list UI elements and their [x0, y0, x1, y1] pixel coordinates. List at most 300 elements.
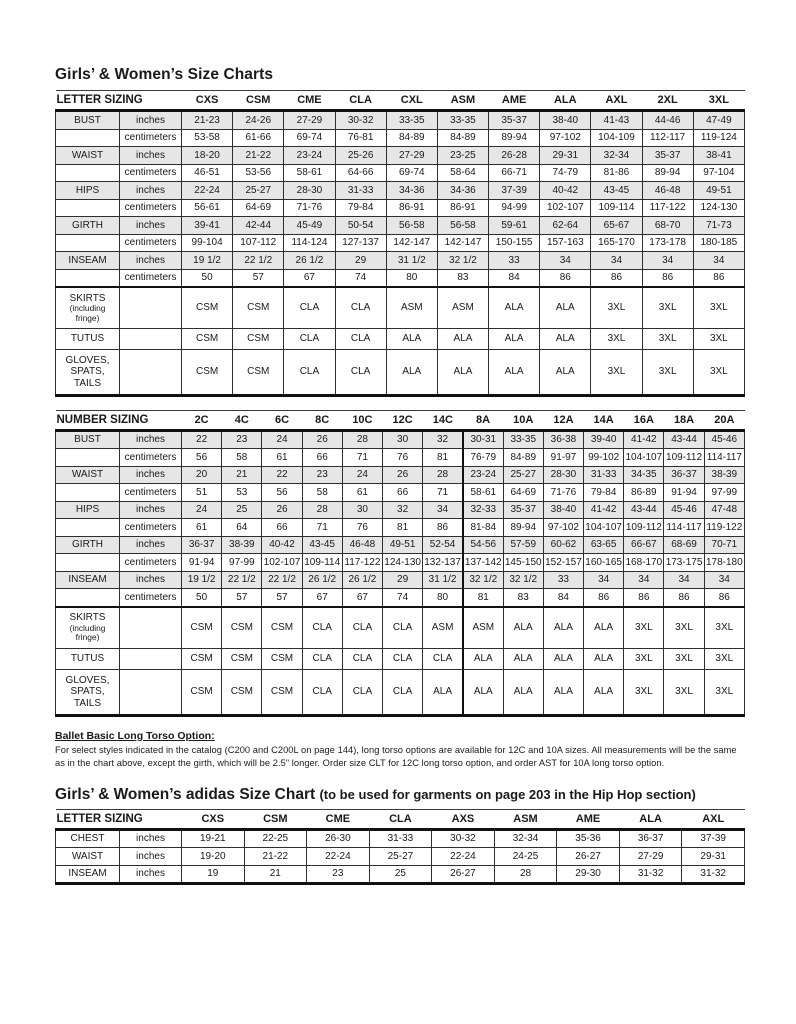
- measurement-row: [56, 554, 745, 572]
- size-cell: 66-67: [624, 536, 664, 554]
- garment-label-line2: (including fringe): [69, 303, 106, 323]
- size-cell: CSM: [233, 328, 284, 350]
- row-label: INSEAM: [56, 252, 120, 270]
- measurement-row: [56, 430, 745, 449]
- size-cell: ALA: [463, 670, 503, 716]
- size-cell: 31-33: [335, 182, 386, 200]
- size-cell: 21-23: [182, 111, 233, 130]
- size-cell: 76-79: [463, 449, 503, 467]
- garment-label: [56, 607, 120, 648]
- size-cell: 30-31: [463, 430, 503, 449]
- size-column-header: CXS: [182, 91, 233, 111]
- size-cell: 52-54: [423, 536, 463, 554]
- size-cell: 25: [222, 501, 262, 519]
- size-cell: 58-61: [463, 484, 503, 502]
- size-cell: ALA: [423, 670, 463, 716]
- size-cell: 18-20: [182, 147, 233, 165]
- size-cell: 119-122: [704, 519, 744, 537]
- size-cell: 36-37: [182, 536, 222, 554]
- size-cell: 124-130: [693, 199, 744, 217]
- size-cell: 33: [543, 571, 583, 589]
- size-cell: 31-33: [584, 466, 624, 484]
- size-cell: 33-35: [386, 111, 437, 130]
- size-cell: 64: [222, 519, 262, 537]
- garment-label-line1: SKIRTS: [69, 612, 106, 624]
- size-column-header: 12C: [383, 410, 423, 430]
- size-cell: 61: [342, 484, 382, 502]
- garment-label-line1: GLOVES, SPATS,: [65, 674, 110, 698]
- size-column-header: CME: [284, 91, 335, 111]
- size-cell: 22-24: [182, 182, 233, 200]
- size-cell: 33: [489, 252, 540, 270]
- measurement-row: [56, 164, 745, 182]
- table-corner-label: LETTER SIZING: [56, 91, 182, 111]
- size-cell: 86: [584, 589, 624, 607]
- size-cell: 76: [342, 519, 382, 537]
- size-cell: CLA: [302, 648, 342, 670]
- size-cell: 107-112: [233, 234, 284, 252]
- size-cell: ALA: [584, 648, 624, 670]
- adidas-chart-title-sub: (to be used for garments on page 203 in the Hip Hop section): [319, 786, 696, 802]
- size-cell: 37-39: [682, 829, 745, 848]
- size-column-header: CLA: [335, 91, 386, 111]
- unit-label: centimeters: [120, 269, 182, 287]
- size-cell: 178-180: [704, 554, 744, 572]
- size-cell: 84-89: [503, 449, 543, 467]
- size-cell: 50: [182, 589, 222, 607]
- size-column-header: ASM: [437, 91, 488, 111]
- size-cell: CSM: [182, 350, 233, 396]
- size-cell: 58: [222, 449, 262, 467]
- size-cell: 71-76: [543, 484, 583, 502]
- size-cell: 25-26: [335, 147, 386, 165]
- size-cell: 97-99: [704, 484, 744, 502]
- size-cell: CSM: [233, 350, 284, 396]
- size-cell: 84-89: [386, 129, 437, 147]
- size-cell: 34-36: [386, 182, 437, 200]
- unit-label: inches: [120, 466, 182, 484]
- measurement-row: [56, 829, 745, 848]
- size-column-header: 18A: [664, 410, 704, 430]
- size-cell: 34: [664, 571, 704, 589]
- size-cell: 3XL: [704, 648, 744, 670]
- size-cell: 23: [222, 430, 262, 449]
- measurement-row: [56, 501, 745, 519]
- row-label: INSEAM: [56, 571, 120, 589]
- garment-label-line2: TAILS: [73, 697, 102, 709]
- garment-label-line2: TAILS: [73, 377, 102, 389]
- garment-row: [56, 670, 745, 716]
- size-cell: 150-155: [489, 234, 540, 252]
- size-column-header: 8A: [463, 410, 503, 430]
- size-cell: 23-24: [463, 466, 503, 484]
- size-cell: 28: [342, 430, 382, 449]
- size-cell: 32: [383, 501, 423, 519]
- unit-label: inches: [120, 865, 182, 884]
- unit-label: inches: [120, 829, 182, 848]
- size-cell: 44-46: [642, 111, 693, 130]
- size-cell: ALA: [489, 350, 540, 396]
- garment-label: [56, 648, 120, 670]
- size-cell: 61: [182, 519, 222, 537]
- size-cell: 86-89: [624, 484, 664, 502]
- unit-label: centimeters: [120, 449, 182, 467]
- size-cell: 65-67: [591, 217, 642, 235]
- size-cell: 91-94: [664, 484, 704, 502]
- size-cell: 35-37: [642, 147, 693, 165]
- size-cell: 32: [423, 430, 463, 449]
- size-cell: 64-69: [503, 484, 543, 502]
- size-cell: 54-56: [463, 536, 503, 554]
- size-column-header: ALA: [619, 809, 682, 829]
- size-cell: 30: [383, 430, 423, 449]
- size-cell: 38-40: [543, 501, 583, 519]
- size-cell: 30: [342, 501, 382, 519]
- size-cell: 38-40: [540, 111, 591, 130]
- size-cell: ALA: [386, 350, 437, 396]
- size-column-header: ASM: [494, 809, 557, 829]
- size-cell: CSM: [222, 648, 262, 670]
- size-cell: 56-58: [437, 217, 488, 235]
- size-cell: CLA: [383, 648, 423, 670]
- row-label: INSEAM: [56, 865, 120, 884]
- size-cell: 38-39: [704, 466, 744, 484]
- unit-label: inches: [120, 252, 182, 270]
- row-label: WAIST: [56, 848, 120, 866]
- size-cell: 86: [693, 269, 744, 287]
- size-cell: 57: [262, 589, 302, 607]
- measurement-row: [56, 589, 745, 607]
- size-cell: 32-34: [494, 829, 557, 848]
- garment-row: [56, 607, 745, 648]
- size-cell: 43-44: [624, 501, 664, 519]
- size-cell: 79-84: [335, 199, 386, 217]
- garment-label: [56, 287, 120, 328]
- row-label: [56, 129, 120, 147]
- size-cell: 32 1/2: [437, 252, 488, 270]
- size-cell: 33-35: [503, 430, 543, 449]
- size-cell: 56-58: [386, 217, 437, 235]
- size-cell: 38-39: [222, 536, 262, 554]
- size-cell: 104-107: [584, 519, 624, 537]
- size-cell: 3XL: [624, 607, 664, 648]
- size-cell: CSM: [182, 328, 233, 350]
- size-cell: 33-35: [437, 111, 488, 130]
- garment-label-line1: TUTUS: [70, 333, 105, 345]
- size-cell: 34: [693, 252, 744, 270]
- size-cell: 119-124: [693, 129, 744, 147]
- size-cell: 46-48: [342, 536, 382, 554]
- size-cell: 45-46: [704, 430, 744, 449]
- size-cell: ALA: [540, 350, 591, 396]
- row-label: [56, 554, 120, 572]
- size-cell: 19 1/2: [182, 571, 222, 589]
- size-cell: 81-86: [591, 164, 642, 182]
- size-cell: CSM: [182, 670, 222, 716]
- size-cell: 19 1/2: [182, 252, 233, 270]
- size-cell: 35-37: [489, 111, 540, 130]
- size-cell: 27-29: [284, 111, 335, 130]
- size-cell: 104-109: [591, 129, 642, 147]
- size-cell: CLA: [342, 670, 382, 716]
- size-cell: 86: [540, 269, 591, 287]
- row-label: GIRTH: [56, 217, 120, 235]
- size-cell: 31 1/2: [386, 252, 437, 270]
- size-cell: 34: [540, 252, 591, 270]
- size-cell: 22-24: [307, 848, 370, 866]
- size-cell: CLA: [335, 287, 386, 328]
- size-cell: 112-117: [642, 129, 693, 147]
- size-cell: 74: [383, 589, 423, 607]
- row-label: WAIST: [56, 466, 120, 484]
- size-cell: 71-73: [693, 217, 744, 235]
- size-cell: ALA: [543, 648, 583, 670]
- size-column-header: 10A: [503, 410, 543, 430]
- size-cell: 81: [423, 449, 463, 467]
- garment-label-line1: SKIRTS: [69, 292, 106, 304]
- size-cell: ALA: [463, 648, 503, 670]
- size-column-header: 8C: [302, 410, 342, 430]
- size-cell: 43-45: [302, 536, 342, 554]
- size-cell: 102-107: [540, 199, 591, 217]
- size-cell: 81: [463, 589, 503, 607]
- size-cell: 157-163: [540, 234, 591, 252]
- size-cell: 32 1/2: [463, 571, 503, 589]
- size-cell: 29-31: [682, 848, 745, 866]
- row-label: BUST: [56, 111, 120, 130]
- size-cell: ALA: [584, 670, 624, 716]
- size-cell: CLA: [284, 350, 335, 396]
- size-cell: 26-27: [557, 848, 620, 866]
- size-cell: 81-84: [463, 519, 503, 537]
- size-cell: 56-61: [182, 199, 233, 217]
- size-cell: 68-69: [664, 536, 704, 554]
- size-cell: 28: [494, 865, 557, 884]
- unit-label: inches: [120, 536, 182, 554]
- size-cell: 36-37: [619, 829, 682, 848]
- size-cell: 24: [262, 430, 302, 449]
- size-cell: CLA: [302, 607, 342, 648]
- size-cell: 160-165: [584, 554, 624, 572]
- size-cell: 26-30: [307, 829, 370, 848]
- size-cell: ASM: [386, 287, 437, 328]
- measurement-row: [56, 147, 745, 165]
- size-cell: 56: [182, 449, 222, 467]
- size-cell: 24-25: [494, 848, 557, 866]
- row-label: WAIST: [56, 147, 120, 165]
- size-cell: 31-32: [682, 865, 745, 884]
- unit-label: inches: [120, 182, 182, 200]
- size-cell: ALA: [543, 607, 583, 648]
- row-label: [56, 519, 120, 537]
- size-column-header: ALA: [540, 91, 591, 111]
- size-cell: 3XL: [591, 328, 642, 350]
- measurement-row: [56, 111, 745, 130]
- size-cell: 137-142: [463, 554, 503, 572]
- size-cell: 24: [342, 466, 382, 484]
- size-cell: 34: [423, 501, 463, 519]
- size-cell: 32-34: [591, 147, 642, 165]
- size-cell: 102-107: [262, 554, 302, 572]
- row-label: HIPS: [56, 501, 120, 519]
- size-cell: 109-114: [591, 199, 642, 217]
- size-cell: 84: [489, 269, 540, 287]
- size-cell: 71-76: [284, 199, 335, 217]
- size-cell: 57: [233, 269, 284, 287]
- size-cell: 21: [222, 466, 262, 484]
- garment-label: [56, 328, 120, 350]
- size-cell: CLA: [383, 607, 423, 648]
- size-cell: 36-38: [543, 430, 583, 449]
- size-cell: 71: [423, 484, 463, 502]
- row-label: [56, 589, 120, 607]
- size-cell: 24-26: [233, 111, 284, 130]
- size-cell: 83: [503, 589, 543, 607]
- size-cell: CLA: [284, 287, 335, 328]
- header-row: [56, 91, 745, 111]
- size-cell: 31 1/2: [423, 571, 463, 589]
- size-cell: 26 1/2: [302, 571, 342, 589]
- size-cell: CLA: [383, 670, 423, 716]
- measurement-row: [56, 269, 745, 287]
- size-cell: 29: [335, 252, 386, 270]
- size-cell: 71: [302, 519, 342, 537]
- size-cell: 132-137: [423, 554, 463, 572]
- size-cell: CSM: [222, 607, 262, 648]
- garment-label-line2: (including fringe): [69, 622, 106, 643]
- row-label: [56, 269, 120, 287]
- unit-label: inches: [120, 571, 182, 589]
- garment-row: [56, 328, 745, 350]
- size-cell: 84: [543, 589, 583, 607]
- size-cell: 23: [307, 865, 370, 884]
- size-cell: 3XL: [704, 670, 744, 716]
- size-cell: 22-25: [244, 829, 307, 848]
- size-cell: 31-32: [619, 865, 682, 884]
- size-cell: 109-112: [664, 449, 704, 467]
- size-column-header: AXS: [432, 809, 495, 829]
- size-cell: 21: [244, 865, 307, 884]
- size-cell: ASM: [463, 607, 503, 648]
- size-cell: 32-33: [463, 501, 503, 519]
- size-cell: 69-74: [386, 164, 437, 182]
- size-cell: 3XL: [704, 607, 744, 648]
- size-cell: 35-36: [557, 829, 620, 848]
- size-column-header: AME: [557, 809, 620, 829]
- size-cell: 114-117: [664, 519, 704, 537]
- letter-sizing-table: [55, 90, 745, 397]
- size-cell: 41-43: [591, 111, 642, 130]
- size-cell: 19: [182, 865, 245, 884]
- size-cell: 124-130: [383, 554, 423, 572]
- size-cell: 67: [284, 269, 335, 287]
- unit-label: centimeters: [120, 234, 182, 252]
- size-column-header: 16A: [624, 410, 664, 430]
- adidas-chart-title: [55, 786, 745, 804]
- size-cell: 64-66: [335, 164, 386, 182]
- unit-label: [120, 648, 182, 670]
- size-cell: 76: [383, 449, 423, 467]
- size-column-header: 6C: [262, 410, 302, 430]
- size-cell: 35-37: [503, 501, 543, 519]
- size-cell: 86: [704, 589, 744, 607]
- size-cell: 63-65: [584, 536, 624, 554]
- size-column-header: CXL: [386, 91, 437, 111]
- size-cell: 43-45: [591, 182, 642, 200]
- size-cell: 45-46: [664, 501, 704, 519]
- size-cell: 68-70: [642, 217, 693, 235]
- size-cell: 23-25: [437, 147, 488, 165]
- size-cell: 86-91: [437, 199, 488, 217]
- size-cell: 71: [342, 449, 382, 467]
- size-cell: 29-30: [557, 865, 620, 884]
- size-cell: 25: [369, 865, 432, 884]
- size-cell: 94-99: [489, 199, 540, 217]
- size-column-header: CXS: [182, 809, 245, 829]
- size-cell: CLA: [284, 328, 335, 350]
- unit-label: inches: [120, 430, 182, 449]
- garment-label-line1: TUTUS: [70, 653, 105, 665]
- size-cell: 45-49: [284, 217, 335, 235]
- size-cell: ALA: [540, 287, 591, 328]
- size-cell: CSM: [222, 670, 262, 716]
- size-cell: 3XL: [693, 287, 744, 328]
- measurement-row: [56, 182, 745, 200]
- garment-row: [56, 287, 745, 328]
- size-cell: 50: [182, 269, 233, 287]
- size-cell: 26-27: [432, 865, 495, 884]
- number-sizing-table: [55, 410, 745, 717]
- size-column-header: CME: [307, 809, 370, 829]
- size-cell: 173-175: [664, 554, 704, 572]
- size-cell: 3XL: [642, 350, 693, 396]
- row-label: BUST: [56, 430, 120, 449]
- size-cell: 145-150: [503, 554, 543, 572]
- size-cell: 56: [262, 484, 302, 502]
- size-cell: 58-64: [437, 164, 488, 182]
- measurement-row: [56, 217, 745, 235]
- unit-label: inches: [120, 147, 182, 165]
- size-column-header: CSM: [233, 91, 284, 111]
- size-cell: 22 1/2: [262, 571, 302, 589]
- size-cell: 28: [423, 466, 463, 484]
- size-cell: 3XL: [642, 328, 693, 350]
- size-cell: 99-102: [584, 449, 624, 467]
- size-cell: 34-36: [437, 182, 488, 200]
- size-cell: 23-24: [284, 147, 335, 165]
- size-cell: 28: [302, 501, 342, 519]
- size-cell: 114-117: [704, 449, 744, 467]
- size-cell: 3XL: [693, 328, 744, 350]
- size-cell: 64-69: [233, 199, 284, 217]
- size-cell: 23: [302, 466, 342, 484]
- size-cell: 27-29: [386, 147, 437, 165]
- size-cell: 66-71: [489, 164, 540, 182]
- size-cell: 66: [262, 519, 302, 537]
- size-cell: 20: [182, 466, 222, 484]
- size-cell: ALA: [503, 648, 543, 670]
- size-cell: 117-122: [642, 199, 693, 217]
- unit-label: [120, 607, 182, 648]
- size-cell: 80: [423, 589, 463, 607]
- size-column-header: AXL: [591, 91, 642, 111]
- size-cell: 34-35: [624, 466, 664, 484]
- size-cell: CLA: [423, 648, 463, 670]
- size-cell: ALA: [503, 607, 543, 648]
- size-cell: 19-20: [182, 848, 245, 866]
- size-cell: 109-112: [624, 519, 664, 537]
- size-cell: 60-62: [543, 536, 583, 554]
